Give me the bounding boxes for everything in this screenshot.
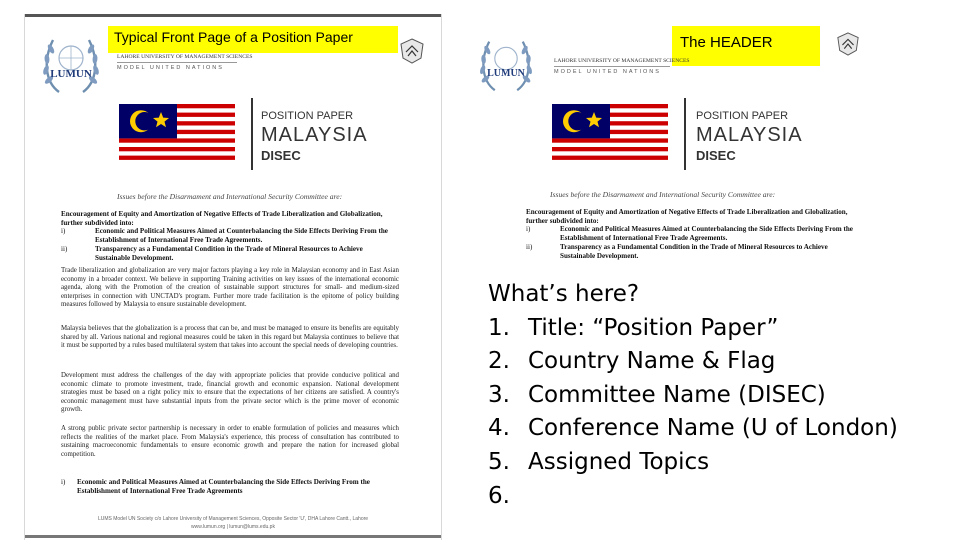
list-text: Assigned Topics	[528, 448, 710, 475]
list-item	[488, 412, 928, 446]
list-item	[488, 379, 928, 413]
body-paragraph: Trade liberalization and globalization are very major factors playing a key role in Malaysian economy and in East Asian economy in a broader context. We believe in supporting Training activities on key issues of the international economic agenda, along with the Promotion of the creation of sustainable support structures for small- and medium-sized enterprises in connection with UNCTAD's program. Further more trade facilitation is the epitome of policy building measures followed by Malaysia to ensure sustainable development.	[61, 267, 399, 308]
list-text: Country Name & Flag	[528, 348, 776, 375]
sub-topic-number: i)	[526, 225, 531, 233]
sub-topic-text: Transparency as a Fundamental Condition in the Trade of Mineral Resources to Achieve Sustainable Development.	[95, 245, 363, 262]
logo-wordmark: LUMUN	[50, 68, 92, 80]
position-paper-label: POSITION PAPER	[261, 110, 354, 122]
logo-wordmark: LUMUN	[487, 68, 525, 79]
top-rule	[25, 14, 442, 17]
bottom-rule	[25, 535, 442, 538]
body-paragraph: Malaysia believes that the globalization is a process that can be, and must be managed to ensure its benefits are equitably shared by all. Various national and regional measures could be taken in this regard but Malaysia continues to believe that it must be supported by a rules based multilateral system that takes into account the special needs of developing countries.	[61, 325, 399, 349]
country-name: MALAYSIA	[261, 124, 368, 146]
committee-name: DISEC	[261, 148, 301, 163]
list-item	[488, 345, 928, 379]
laurel-wreath-icon	[478, 32, 534, 98]
topic-heading: Encouragement of Equity and Amortization of Negative Effects of Trade Liberalization and Globalization, further subdivided into:	[61, 210, 383, 227]
university-crest-icon	[836, 32, 860, 56]
university-line: LAHORE UNIVERSITY OF MANAGEMENT SCIENCES	[117, 54, 253, 60]
position-paper-front-page	[24, 14, 442, 540]
sub-topic	[61, 227, 397, 245]
university-crest-icon	[399, 38, 425, 64]
mun-line: MODEL UNITED NATIONS	[554, 69, 661, 75]
list-text: Committee Name (DISEC)	[528, 381, 826, 408]
sub-topic-number: i)	[61, 227, 66, 235]
position-paper-header	[470, 18, 880, 270]
list-number: 3.	[488, 381, 510, 408]
lumun-logo	[41, 30, 101, 100]
list-text: Conference Name (U of London)	[528, 415, 898, 442]
whats-here-panel	[488, 278, 928, 509]
body-paragraph: Development must address the challenges of the day with appropriate policies that provide conducive political and economic climate to promote investment, trade, financial growth and economic expansion. National development strategies must be based on a right policy mix to ensure that the expectations of her citizens are satisfied. A country's economic management must have substantial inputs from the private sector which is the prime mover of economic growth.	[61, 372, 399, 413]
list-number: 4.	[488, 415, 510, 442]
country-name: MALAYSIA	[696, 124, 803, 146]
list-number: 2.	[488, 348, 510, 375]
footer-address: LUMS Model UN Society c/o Lahore University of Management Sciences, Opposite Sector 'U', DHA Lahore Cantt., Lahore	[97, 516, 369, 522]
lumun-logo	[478, 32, 534, 98]
committee-name: DISEC	[696, 148, 736, 163]
sub-topic-text: Economic and Political Measures Aimed at Counterbalancing the Side Effects Deriving From the Establishment of International Free Trade Agreements.	[560, 225, 853, 242]
list-number: 6.	[488, 482, 510, 509]
position-paper-label: POSITION PAPER	[696, 110, 789, 122]
sub-topic-number: ii)	[526, 243, 533, 251]
issues-heading: Issues before the Disarmament and International Security Committee are:	[117, 192, 343, 201]
university-line: LAHORE UNIVERSITY OF MANAGEMENT SCIENCES	[554, 58, 690, 64]
title-divider	[251, 98, 253, 170]
mun-line: MODEL UNITED NATIONS	[117, 65, 224, 71]
topic-heading: Encouragement of Equity and Amortization of Negative Effects of Trade Liberalization and Globalization, further subdivided into:	[526, 208, 848, 225]
body-paragraph: A strong public private sector partnership is necessary in order to enable formulation of policies and measures which reflects the realities of the market place. From Malaysia's experience, this process of consultation has contributed to sustaining macroeconomic fundamentals to ensure economic growth and prepare the nation for increased global competition.	[61, 425, 399, 458]
footer-contact: www.lumun.org | lumun@lums.edu.pk	[191, 524, 275, 530]
list-number: 5.	[488, 448, 510, 475]
list-text: Title: “Position Paper”	[528, 314, 779, 341]
malaysia-flag	[552, 104, 668, 164]
whats-here-list	[488, 312, 928, 509]
second-topic-text: Economic and Political Measures Aimed at Counterbalancing the Side Effects Deriving From the Establishment of International Free Trade Agreements	[77, 478, 370, 495]
malaysia-flag	[119, 104, 235, 164]
issues-heading: Issues before the Disarmament and International Security Committee are:	[550, 190, 776, 199]
list-item	[488, 312, 928, 346]
sub-topic	[526, 225, 862, 243]
callout-typical-front-page: Typical Front Page of a Position Paper	[108, 26, 398, 53]
list-number: 1.	[488, 314, 510, 341]
whats-here-title: What’s here?	[488, 281, 640, 307]
title-divider	[684, 98, 686, 170]
sub-topic-text: Transparency as a Fundamental Condition in the Trade of Mineral Resources to Achieve Sustainable Development.	[560, 243, 828, 260]
second-topic-number: i)	[61, 478, 66, 486]
sub-topic	[61, 245, 397, 263]
sub-topic-number: ii)	[61, 245, 68, 253]
sub-topic-text: Economic and Political Measures Aimed at Counterbalancing the Side Effects Deriving From the Establishment of International Free Trade Agreements.	[95, 227, 388, 244]
second-topic	[61, 478, 399, 496]
laurel-wreath-icon	[41, 30, 101, 100]
header-divider	[117, 62, 237, 63]
sub-topic	[526, 243, 862, 261]
list-item	[488, 446, 928, 480]
callout-header: The HEADER	[672, 26, 820, 66]
header-divider	[554, 66, 670, 67]
